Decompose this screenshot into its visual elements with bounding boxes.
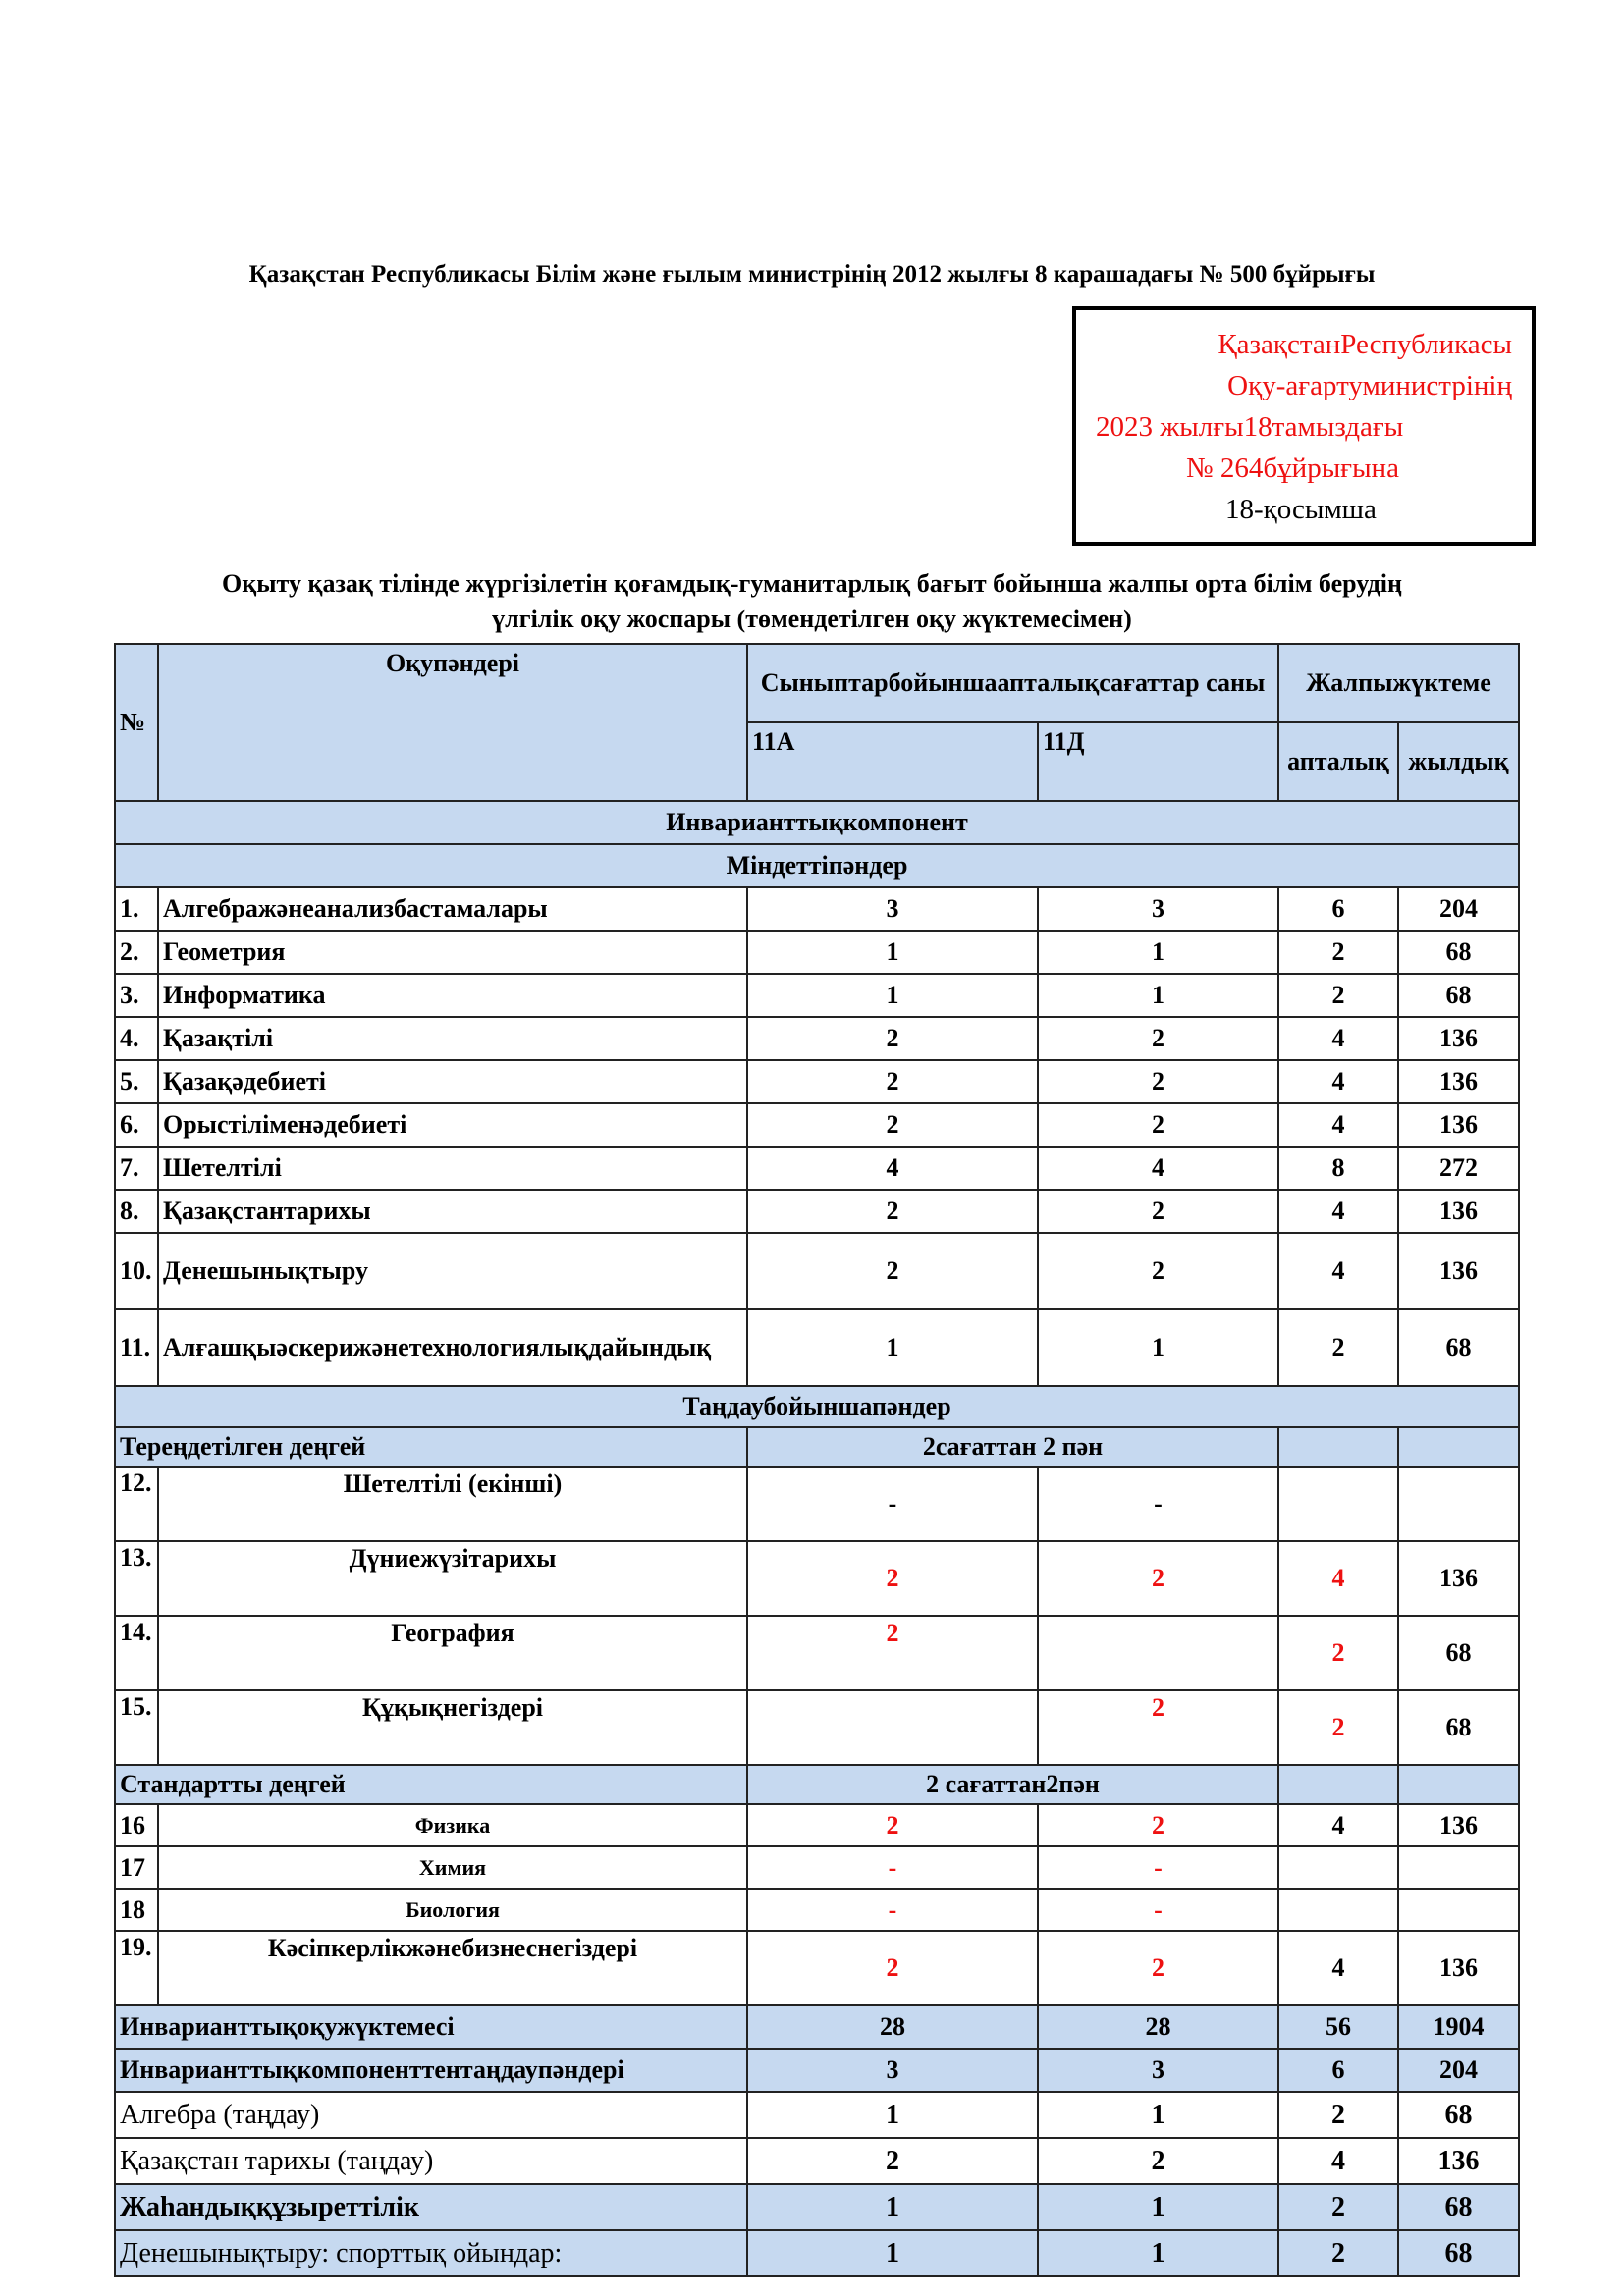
document-title-line-1: Оқыту қазақ тілінде жүргізілетін қоғамдық-гуманитарлық бағыт бойынша жалпы орта білім берудің	[222, 569, 1402, 598]
invariant-elective-yearly: 204	[1398, 2049, 1519, 2092]
row-weekly: 6	[1278, 887, 1398, 931]
row-no: 13.	[115, 1541, 158, 1616]
row-yearly: 136	[1398, 1233, 1519, 1309]
table-row	[115, 1103, 1519, 1147]
table-row	[115, 2230, 1519, 2276]
row-11d: 2	[1038, 1017, 1278, 1060]
row-11d: 2	[1038, 1233, 1278, 1309]
header-subjects: Оқупәндері	[158, 644, 747, 801]
row-subject: Құқықнегіздері	[158, 1690, 747, 1765]
invariant-elective-label: Инварианттықкомпоненттентаңдаупәндері	[115, 2049, 747, 2092]
header-total-load: Жалпыжүктеме	[1278, 644, 1519, 722]
row-subject: Химия	[158, 1846, 747, 1889]
history-choice-11d: 2	[1038, 2138, 1278, 2184]
row-subject: Алғашқыәскерижәнетехнологиялықдайындық	[158, 1309, 747, 1386]
invariant-elective-weekly: 6	[1278, 2049, 1398, 2092]
level-row	[115, 1427, 1519, 1467]
row-11d: 2	[1038, 1190, 1278, 1233]
row-no: 19.	[115, 1931, 158, 2005]
table-row	[115, 974, 1519, 1017]
global-competence-11a: 1	[747, 2184, 1038, 2230]
row-weekly: 2	[1278, 931, 1398, 974]
history-choice-weekly: 4	[1278, 2138, 1398, 2184]
row-11d: 3	[1038, 887, 1278, 931]
invariant-load-label: Инварианттықоқужүктемесі	[115, 2005, 747, 2049]
row-11a: 1	[747, 1309, 1038, 1386]
stamp-line-3: 2023 жылғы18тамыздағы	[1096, 411, 1404, 443]
row-11d: 2	[1038, 1931, 1278, 2005]
total-row	[115, 2005, 1519, 2049]
empty-cell	[1278, 1765, 1398, 1804]
section-row	[115, 801, 1519, 844]
row-11d: 2	[1038, 1103, 1278, 1147]
header-weekly: апталық	[1278, 722, 1398, 801]
row-weekly: 2	[1278, 974, 1398, 1017]
section-mandatory: Міндеттіпәндер	[115, 844, 1519, 887]
row-weekly: 4	[1278, 1541, 1398, 1616]
row-weekly: 4	[1278, 1017, 1398, 1060]
table-row	[115, 1233, 1519, 1309]
table-row	[115, 1147, 1519, 1190]
empty-cell	[1398, 1427, 1519, 1467]
row-yearly: 136	[1398, 1541, 1519, 1616]
row-weekly	[1278, 1846, 1398, 1889]
row-weekly: 4	[1278, 1931, 1398, 2005]
row-yearly: 68	[1398, 974, 1519, 1017]
table-row	[115, 1846, 1519, 1889]
row-yearly: 136	[1398, 1804, 1519, 1846]
row-subject: Дүниежүзітарихы	[158, 1541, 747, 1616]
row-no: 1.	[115, 887, 158, 931]
row-yearly	[1398, 1846, 1519, 1889]
row-yearly: 136	[1398, 1017, 1519, 1060]
row-subject: Денешынықтыру	[158, 1233, 747, 1309]
row-yearly: 68	[1398, 1309, 1519, 1386]
row-weekly: 2	[1278, 1309, 1398, 1386]
row-no: 15.	[115, 1690, 158, 1765]
table-row	[115, 1017, 1519, 1060]
header-no: №	[115, 644, 158, 801]
pe-games-weekly: 2	[1278, 2230, 1398, 2276]
row-subject: Қазақтілі	[158, 1017, 747, 1060]
row-subject: География	[158, 1616, 747, 1690]
row-subject: Қазақәдебиеті	[158, 1060, 747, 1103]
row-yearly: 68	[1398, 1690, 1519, 1765]
row-weekly: 2	[1278, 1690, 1398, 1765]
row-weekly: 4	[1278, 1233, 1398, 1309]
row-11d: 1	[1038, 1309, 1278, 1386]
row-yearly: 136	[1398, 1103, 1519, 1147]
row-yearly	[1398, 1889, 1519, 1931]
row-11a: 2	[747, 1804, 1038, 1846]
algebra-choice-weekly: 2	[1278, 2092, 1398, 2138]
row-no: 18	[115, 1889, 158, 1931]
row-11a: -	[747, 1467, 1038, 1541]
row-no: 2.	[115, 931, 158, 974]
row-no: 7.	[115, 1147, 158, 1190]
row-subject: Геометрия	[158, 931, 747, 974]
stamp-appendix-number: 18-қосымша	[1225, 494, 1377, 525]
row-yearly	[1398, 1467, 1519, 1541]
table-row	[115, 887, 1519, 931]
header-class-11d: 11Д	[1038, 722, 1278, 801]
row-weekly: 4	[1278, 1190, 1398, 1233]
row-11a: 2	[747, 1541, 1038, 1616]
row-11d: 2	[1038, 1060, 1278, 1103]
stamp-line-1: ҚазақстанРеспубликасы	[1218, 329, 1512, 360]
row-yearly: 204	[1398, 887, 1519, 931]
header-class-11a: 11А	[747, 722, 1038, 801]
table-row	[115, 2138, 1519, 2184]
global-competence-yearly: 68	[1398, 2184, 1519, 2230]
global-competence-label: Жаһандыққұзыреттілік	[115, 2184, 747, 2230]
row-yearly: 136	[1398, 1931, 1519, 2005]
row-subject: Шетелтілі (екінші)	[158, 1467, 747, 1541]
row-subject: Информатика	[158, 974, 747, 1017]
row-weekly: 4	[1278, 1804, 1398, 1846]
row-subject: Қазақстантарихы	[158, 1190, 747, 1233]
row-yearly: 68	[1398, 931, 1519, 974]
advanced-level-label: Тереңдетілген деңгей	[115, 1427, 747, 1467]
pe-games-label: Денешынықтыру: спорттық ойындар:	[115, 2230, 747, 2276]
document-title-line-2: үлгілік оқу жоспары (төмендетілген оқу жүктемесімен)	[492, 605, 1132, 633]
row-subject: Алгебражәнеанализбастамалары	[158, 887, 747, 931]
header-row	[115, 644, 1519, 722]
row-weekly: 2	[1278, 1616, 1398, 1690]
row-11d: -	[1038, 1846, 1278, 1889]
global-competence-weekly: 2	[1278, 2184, 1398, 2230]
section-row	[115, 844, 1519, 887]
row-subject: Шетелтілі	[158, 1147, 747, 1190]
row-subject: Физика	[158, 1804, 747, 1846]
table-row	[115, 2184, 1519, 2230]
row-11d: -	[1038, 1889, 1278, 1931]
invariant-load-11d: 28	[1038, 2005, 1278, 2049]
invariant-elective-11d: 3	[1038, 2049, 1278, 2092]
table-row	[115, 1931, 1519, 2005]
row-weekly	[1278, 1889, 1398, 1931]
header-weekly-hours: Сыныптарбойыншаапталықсағаттар саны	[747, 644, 1278, 722]
row-subject: Биология	[158, 1889, 747, 1931]
table-row	[115, 1541, 1519, 1616]
section-row	[115, 1386, 1519, 1427]
table-row	[115, 1190, 1519, 1233]
row-11d: 2	[1038, 1690, 1278, 1765]
order-title: Қазақстан Республикасы Білім және ғылым министрінің 2012 жылғы 8 карашадағы № 500 бұйрығы	[248, 261, 1376, 288]
row-no: 10.	[115, 1233, 158, 1309]
appendix-stamp	[1072, 306, 1536, 546]
table-row	[115, 2092, 1519, 2138]
standard-level-note: 2 сағаттан2пән	[747, 1765, 1278, 1804]
table-row	[115, 1467, 1519, 1541]
header-yearly: жылдық	[1398, 722, 1519, 801]
advanced-level-note: 2сағаттан 2 пән	[747, 1427, 1278, 1467]
row-no: 11.	[115, 1309, 158, 1386]
row-11d	[1038, 1616, 1278, 1690]
section-elective: Таңдаубойыншапәндер	[115, 1386, 1519, 1427]
algebra-choice-11d: 1	[1038, 2092, 1278, 2138]
total-row	[115, 2049, 1519, 2092]
level-row	[115, 1765, 1519, 1804]
row-11a: 1	[747, 974, 1038, 1017]
row-no: 8.	[115, 1190, 158, 1233]
row-yearly: 136	[1398, 1190, 1519, 1233]
table-row	[115, 1060, 1519, 1103]
row-no: 6.	[115, 1103, 158, 1147]
row-11a: 2	[747, 1103, 1038, 1147]
row-11a: 2	[747, 1616, 1038, 1690]
pe-games-yearly: 68	[1398, 2230, 1519, 2276]
history-choice-yearly: 136	[1398, 2138, 1519, 2184]
row-11a: 2	[747, 1017, 1038, 1060]
pe-games-11d: 1	[1038, 2230, 1278, 2276]
row-11d: 1	[1038, 974, 1278, 1017]
table-row	[115, 1690, 1519, 1765]
row-subject: Кәсіпкерлікжәнебизнеснегіздері	[158, 1931, 747, 2005]
stamp-line-4: № 264бұйрығына	[1186, 453, 1399, 484]
standard-level-label: Стандартты деңгей	[115, 1765, 747, 1804]
row-11a: 2	[747, 1931, 1038, 2005]
row-11d: 2	[1038, 1804, 1278, 1846]
table-row	[115, 1804, 1519, 1846]
invariant-load-weekly: 56	[1278, 2005, 1398, 2049]
section-invariant: Инварианттықкомпонент	[115, 801, 1519, 844]
row-11a: -	[747, 1889, 1038, 1931]
table-row	[115, 1889, 1519, 1931]
row-no: 12.	[115, 1467, 158, 1541]
row-11a: 2	[747, 1233, 1038, 1309]
row-no: 3.	[115, 974, 158, 1017]
row-yearly: 272	[1398, 1147, 1519, 1190]
row-11d: 4	[1038, 1147, 1278, 1190]
row-11a	[747, 1690, 1038, 1765]
row-11a: 2	[747, 1060, 1038, 1103]
history-choice-11a: 2	[747, 2138, 1038, 2184]
row-weekly: 8	[1278, 1147, 1398, 1190]
row-weekly: 4	[1278, 1103, 1398, 1147]
row-11a: 3	[747, 887, 1038, 931]
row-11a: -	[747, 1846, 1038, 1889]
document-title	[98, 566, 1526, 637]
empty-cell	[1398, 1765, 1519, 1804]
row-no: 16	[115, 1804, 158, 1846]
algebra-choice-yearly: 68	[1398, 2092, 1519, 2138]
empty-cell	[1278, 1427, 1398, 1467]
row-no: 17	[115, 1846, 158, 1889]
row-no: 14.	[115, 1616, 158, 1690]
invariant-load-11a: 28	[747, 2005, 1038, 2049]
row-11d: 1	[1038, 931, 1278, 974]
row-11d: 2	[1038, 1541, 1278, 1616]
stamp-line-2: Оқу-ағартуминистрінің	[1227, 370, 1512, 401]
invariant-load-yearly: 1904	[1398, 2005, 1519, 2049]
row-no: 5.	[115, 1060, 158, 1103]
pe-games-11a: 1	[747, 2230, 1038, 2276]
row-weekly	[1278, 1467, 1398, 1541]
row-yearly: 136	[1398, 1060, 1519, 1103]
algebra-choice-label: Алгебра (таңдау)	[115, 2092, 747, 2138]
table-row	[115, 931, 1519, 974]
global-competence-11d: 1	[1038, 2184, 1278, 2230]
table-row	[115, 1309, 1519, 1386]
invariant-elective-11a: 3	[747, 2049, 1038, 2092]
curriculum-table	[114, 643, 1520, 2277]
row-weekly: 4	[1278, 1060, 1398, 1103]
table-row	[115, 1616, 1519, 1690]
row-no: 4.	[115, 1017, 158, 1060]
row-11a: 1	[747, 931, 1038, 974]
row-11a: 4	[747, 1147, 1038, 1190]
row-subject: Орыстіліменәдебиеті	[158, 1103, 747, 1147]
row-11d: -	[1038, 1467, 1278, 1541]
row-11a: 2	[747, 1190, 1038, 1233]
algebra-choice-11a: 1	[747, 2092, 1038, 2138]
row-yearly: 68	[1398, 1616, 1519, 1690]
history-choice-label: Қазақстан тарихы (таңдау)	[115, 2138, 747, 2184]
